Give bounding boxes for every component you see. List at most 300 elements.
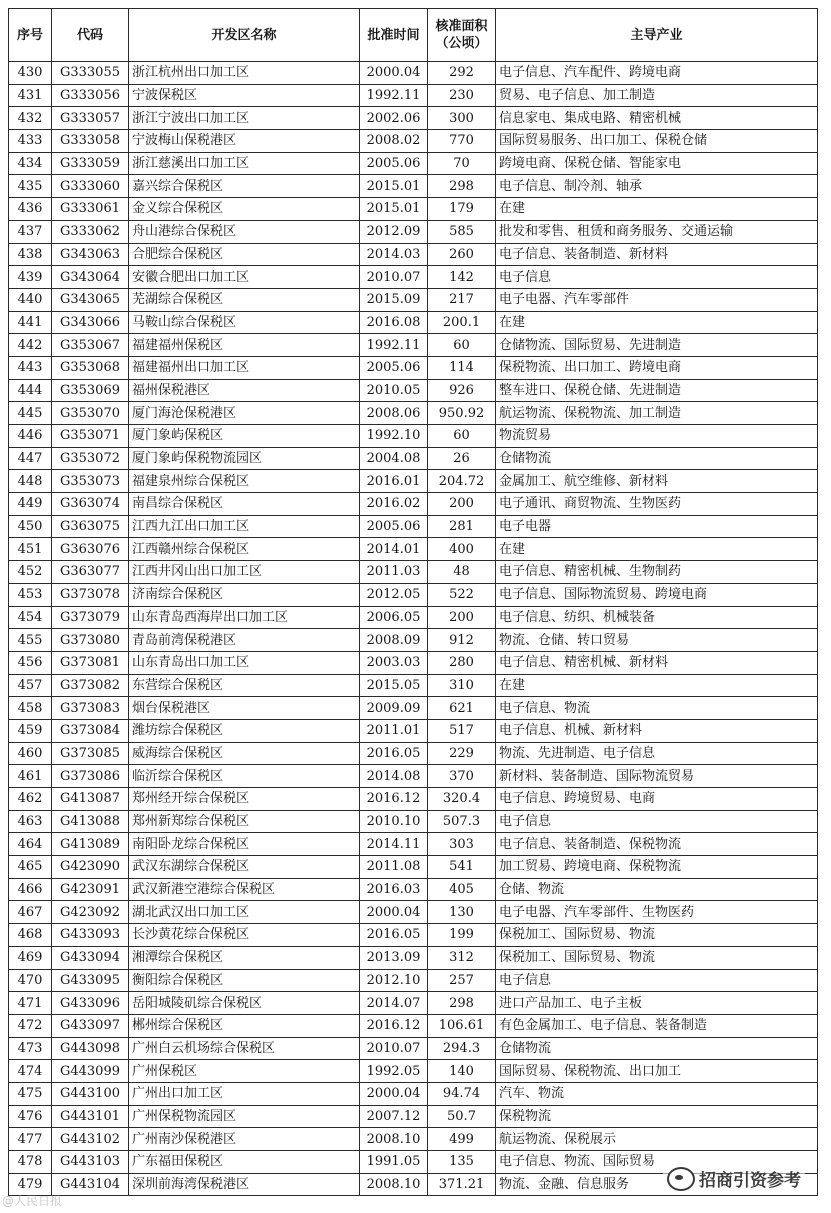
cell-area: 370 [428, 765, 496, 788]
cell-main-industry: 有色金属加工、电子信息、装备制造 [496, 1014, 818, 1037]
cell-seq: 465 [9, 856, 52, 879]
cell-zone-name: 广州南沙保税港区 [129, 1128, 360, 1151]
cell-main-industry: 电子信息、物流、国际贸易 [496, 1151, 818, 1174]
cell-seq: 462 [9, 788, 52, 811]
header-area-line1: 核准面积 [435, 19, 488, 34]
cell-area: 371.21 [428, 1173, 496, 1196]
table-row [9, 561, 818, 584]
cell-approval-date: 1992.11 [360, 84, 428, 107]
header-code: 代码 [52, 9, 129, 62]
cell-seq: 435 [9, 175, 52, 198]
cell-approval-date: 2005.06 [360, 152, 428, 175]
cell-main-industry: 贸易、电子信息、加工制造 [496, 84, 818, 107]
cell-code: G413087 [52, 788, 129, 811]
cell-main-industry: 在建 [496, 311, 818, 334]
cell-seq: 473 [9, 1037, 52, 1060]
cell-code: G343064 [52, 266, 129, 289]
cell-zone-name: 江西赣州综合保税区 [129, 538, 360, 561]
cell-main-industry: 仓储、物流 [496, 878, 818, 901]
cell-zone-name: 金义综合保税区 [129, 198, 360, 221]
table-row [9, 1037, 818, 1060]
cell-area: 135 [428, 1151, 496, 1174]
cell-seq: 464 [9, 833, 52, 856]
cell-code: G413089 [52, 833, 129, 856]
table-row [9, 1082, 818, 1105]
table-row [9, 266, 818, 289]
cell-code: G353068 [52, 356, 129, 379]
cell-zone-name: 福建福州出口加工区 [129, 356, 360, 379]
table-row [9, 62, 818, 85]
cell-zone-name: 山东青岛出口加工区 [129, 651, 360, 674]
cell-code: G333062 [52, 220, 129, 243]
cell-code: G443101 [52, 1105, 129, 1128]
cell-code: G373080 [52, 629, 129, 652]
cell-main-industry: 电子信息、装备制造、保税物流 [496, 833, 818, 856]
cell-approval-date: 2015.01 [360, 198, 428, 221]
cell-zone-name: 深圳前海湾保税港区 [129, 1173, 360, 1196]
cell-approval-date: 2002.06 [360, 107, 428, 130]
cell-code: G353069 [52, 379, 129, 402]
cell-main-industry: 在建 [496, 674, 818, 697]
cell-area: 48 [428, 561, 496, 584]
cell-code: G353072 [52, 447, 129, 470]
cell-code: G373078 [52, 583, 129, 606]
cell-code: G333061 [52, 198, 129, 221]
cell-code: G373079 [52, 606, 129, 629]
cell-area: 257 [428, 969, 496, 992]
cell-seq: 438 [9, 243, 52, 266]
cell-seq: 443 [9, 356, 52, 379]
cell-zone-name: 福建福州保税区 [129, 334, 360, 357]
cell-seq: 440 [9, 288, 52, 311]
table-row [9, 447, 818, 470]
cell-area: 300 [428, 107, 496, 130]
cell-main-industry: 电子信息、机械、新材料 [496, 719, 818, 742]
cell-code: G343065 [52, 288, 129, 311]
cell-main-industry: 保税加工、国际贸易、物流 [496, 924, 818, 947]
cell-code: G433096 [52, 992, 129, 1015]
cell-code: G443099 [52, 1060, 129, 1083]
cell-area: 229 [428, 742, 496, 765]
cell-area: 200.1 [428, 311, 496, 334]
cell-main-industry: 仓储物流 [496, 1037, 818, 1060]
cell-code: G423092 [52, 901, 129, 924]
cell-seq: 456 [9, 651, 52, 674]
cell-main-industry: 电子信息、装备制造、新材料 [496, 243, 818, 266]
cell-area: 204.72 [428, 470, 496, 493]
cell-approval-date: 2011.03 [360, 561, 428, 584]
table-row [9, 856, 818, 879]
cell-zone-name: 岳阳城陵矶综合保税区 [129, 992, 360, 1015]
cell-approval-date: 2012.10 [360, 969, 428, 992]
cell-main-industry: 在建 [496, 538, 818, 561]
cell-approval-date: 2008.09 [360, 629, 428, 652]
cell-approval-date: 2012.05 [360, 583, 428, 606]
cell-main-industry: 电子信息 [496, 969, 818, 992]
cell-seq: 475 [9, 1082, 52, 1105]
cell-main-industry: 跨境电商、保税仓储、智能家电 [496, 152, 818, 175]
cell-area: 179 [428, 198, 496, 221]
cell-seq: 458 [9, 697, 52, 720]
cell-zone-name: 长沙黄花综合保税区 [129, 924, 360, 947]
table-row [9, 1060, 818, 1083]
cell-approval-date: 2008.10 [360, 1173, 428, 1196]
cell-zone-name: 芜湖综合保税区 [129, 288, 360, 311]
cell-seq: 439 [9, 266, 52, 289]
cell-approval-date: 2008.02 [360, 130, 428, 153]
cell-zone-name: 武汉新港空港综合保税区 [129, 878, 360, 901]
header-seq: 序号 [9, 9, 52, 62]
cell-main-industry: 国际贸易、保税物流、出口加工 [496, 1060, 818, 1083]
table-row [9, 765, 818, 788]
cell-seq: 442 [9, 334, 52, 357]
cell-approval-date: 2000.04 [360, 1082, 428, 1105]
cell-area: 26 [428, 447, 496, 470]
cell-approval-date: 2007.12 [360, 1105, 428, 1128]
cell-area: 303 [428, 833, 496, 856]
cell-main-industry: 电子信息、制冷剂、轴承 [496, 175, 818, 198]
cell-area: 230 [428, 84, 496, 107]
cell-approval-date: 2016.03 [360, 878, 428, 901]
cell-code: G413088 [52, 810, 129, 833]
cell-zone-name: 武汉东湖综合保税区 [129, 856, 360, 879]
table-row [9, 470, 818, 493]
table-row [9, 1128, 818, 1151]
header-zone-name: 开发区名称 [129, 9, 360, 62]
cell-zone-name: 临沂综合保税区 [129, 765, 360, 788]
header-main-industry: 主导产业 [496, 9, 818, 62]
cell-seq: 430 [9, 62, 52, 85]
cell-zone-name: 湘潭综合保税区 [129, 946, 360, 969]
table-row [9, 901, 818, 924]
cell-area: 950.92 [428, 402, 496, 425]
table-row [9, 515, 818, 538]
cell-area: 200 [428, 606, 496, 629]
cell-area: 310 [428, 674, 496, 697]
cell-area: 114 [428, 356, 496, 379]
cell-approval-date: 2013.09 [360, 946, 428, 969]
cell-area: 585 [428, 220, 496, 243]
cell-main-industry: 国际贸易服务、出口加工、保税仓储 [496, 130, 818, 153]
table-row [9, 719, 818, 742]
cell-code: G443102 [52, 1128, 129, 1151]
cell-main-industry: 电子电器 [496, 515, 818, 538]
cell-area: 405 [428, 878, 496, 901]
cell-area: 142 [428, 266, 496, 289]
cell-approval-date: 2000.04 [360, 901, 428, 924]
cell-seq: 452 [9, 561, 52, 584]
cell-main-industry: 电子信息、物流 [496, 697, 818, 720]
cell-code: G333057 [52, 107, 129, 130]
cell-area: 541 [428, 856, 496, 879]
cell-seq: 433 [9, 130, 52, 153]
cell-approval-date: 2000.04 [360, 62, 428, 85]
cell-approval-date: 2016.12 [360, 1014, 428, 1037]
cell-seq: 478 [9, 1151, 52, 1174]
cell-code: G333058 [52, 130, 129, 153]
table-row [9, 606, 818, 629]
cell-approval-date: 2008.10 [360, 1128, 428, 1151]
cell-zone-name: 浙江慈溪出口加工区 [129, 152, 360, 175]
cell-code: G353070 [52, 402, 129, 425]
cell-code: G433094 [52, 946, 129, 969]
cell-area: 217 [428, 288, 496, 311]
table-row [9, 1014, 818, 1037]
cell-zone-name: 嘉兴综合保税区 [129, 175, 360, 198]
cell-main-industry: 电子信息、跨境贸易、电商 [496, 788, 818, 811]
cell-approval-date: 2010.10 [360, 810, 428, 833]
table-row [9, 742, 818, 765]
cell-seq: 448 [9, 470, 52, 493]
cell-code: G353071 [52, 425, 129, 448]
cell-code: G433095 [52, 969, 129, 992]
cell-area: 60 [428, 334, 496, 357]
cell-area: 507.3 [428, 810, 496, 833]
cell-code: G353067 [52, 334, 129, 357]
cell-main-industry: 航运物流、保税展示 [496, 1128, 818, 1151]
cell-main-industry: 整车进口、保税仓储、先进制造 [496, 379, 818, 402]
cell-approval-date: 2005.06 [360, 356, 428, 379]
cell-zone-name: 潍坊综合保税区 [129, 719, 360, 742]
cell-approval-date: 2006.05 [360, 606, 428, 629]
cell-seq: 463 [9, 810, 52, 833]
cell-seq: 466 [9, 878, 52, 901]
cell-approval-date: 1992.10 [360, 425, 428, 448]
cell-code: G343063 [52, 243, 129, 266]
cell-code: G373081 [52, 651, 129, 674]
cell-main-industry: 仓储物流 [496, 447, 818, 470]
cell-seq: 469 [9, 946, 52, 969]
cell-main-industry: 保税物流、出口加工、跨境电商 [496, 356, 818, 379]
cell-area: 320.4 [428, 788, 496, 811]
cell-area: 400 [428, 538, 496, 561]
cell-zone-name: 南阳卧龙综合保税区 [129, 833, 360, 856]
cell-code: G443098 [52, 1037, 129, 1060]
cell-area: 770 [428, 130, 496, 153]
table-row [9, 175, 818, 198]
cell-main-industry: 电子信息、精密机械、新材料 [496, 651, 818, 674]
cell-code: G373086 [52, 765, 129, 788]
cell-zone-name: 厦门象屿保税物流园区 [129, 447, 360, 470]
cell-main-industry: 金属加工、航空维修、新材料 [496, 470, 818, 493]
cell-zone-name: 舟山港综合保税区 [129, 220, 360, 243]
cell-code: G353073 [52, 470, 129, 493]
cell-zone-name: 青岛前湾保税港区 [129, 629, 360, 652]
cell-main-industry: 进口产品加工、电子主板 [496, 992, 818, 1015]
cell-main-industry: 电子信息、纺织、机械装备 [496, 606, 818, 629]
cell-area: 298 [428, 992, 496, 1015]
cell-area: 260 [428, 243, 496, 266]
cell-zone-name: 郑州经开综合保税区 [129, 788, 360, 811]
cell-approval-date: 2011.08 [360, 856, 428, 879]
cell-seq: 432 [9, 107, 52, 130]
cell-area: 281 [428, 515, 496, 538]
cell-zone-name: 广州白云机场综合保税区 [129, 1037, 360, 1060]
cell-code: G443103 [52, 1151, 129, 1174]
cell-area: 499 [428, 1128, 496, 1151]
cell-approval-date: 2014.01 [360, 538, 428, 561]
table-row [9, 402, 818, 425]
cell-code: G343066 [52, 311, 129, 334]
cell-code: G333059 [52, 152, 129, 175]
header-area-line2: （公顷） [435, 36, 488, 51]
cell-approval-date: 2014.03 [360, 243, 428, 266]
cell-area: 106.61 [428, 1014, 496, 1037]
people-daily-watermark: @人民日报 [2, 1194, 63, 1208]
cell-seq: 472 [9, 1014, 52, 1037]
cell-code: G363077 [52, 561, 129, 584]
cell-zone-name: 湖北武汉出口加工区 [129, 901, 360, 924]
cell-seq: 479 [9, 1173, 52, 1196]
cell-zone-name: 福建泉州综合保税区 [129, 470, 360, 493]
cell-seq: 467 [9, 901, 52, 924]
cell-code: G373083 [52, 697, 129, 720]
cell-approval-date: 1992.11 [360, 334, 428, 357]
header-area [428, 9, 496, 62]
cell-area: 200 [428, 493, 496, 516]
cell-area: 517 [428, 719, 496, 742]
cell-code: G423090 [52, 856, 129, 879]
cell-code: G373082 [52, 674, 129, 697]
cell-zone-name: 南昌综合保税区 [129, 493, 360, 516]
cell-main-industry: 电子信息 [496, 810, 818, 833]
table-row [9, 356, 818, 379]
cell-code: G333055 [52, 62, 129, 85]
cell-approval-date: 2014.11 [360, 833, 428, 856]
table-row [9, 1105, 818, 1128]
cell-area: 912 [428, 629, 496, 652]
cell-area: 292 [428, 62, 496, 85]
cell-zone-name: 宁波梅山保税港区 [129, 130, 360, 153]
cell-seq: 457 [9, 674, 52, 697]
cell-approval-date: 2004.08 [360, 447, 428, 470]
cell-approval-date: 2014.08 [360, 765, 428, 788]
cell-seq: 436 [9, 198, 52, 221]
table-row [9, 107, 818, 130]
watermark-text: 招商引资参考 [699, 1171, 801, 1191]
table-row [9, 674, 818, 697]
table-row [9, 130, 818, 153]
cell-area: 94.74 [428, 1082, 496, 1105]
cell-zone-name: 厦门象屿保税区 [129, 425, 360, 448]
table-row [9, 425, 818, 448]
cell-seq: 437 [9, 220, 52, 243]
cell-approval-date: 2005.06 [360, 515, 428, 538]
cell-seq: 441 [9, 311, 52, 334]
cell-area: 522 [428, 583, 496, 606]
header-row [9, 9, 818, 62]
cell-approval-date: 2016.12 [360, 788, 428, 811]
cell-area: 312 [428, 946, 496, 969]
table-row [9, 220, 818, 243]
cell-zone-name: 济南综合保税区 [129, 583, 360, 606]
cell-seq: 455 [9, 629, 52, 652]
cell-area: 60 [428, 425, 496, 448]
cell-area: 294.3 [428, 1037, 496, 1060]
cell-seq: 446 [9, 425, 52, 448]
cell-approval-date: 2010.05 [360, 379, 428, 402]
cell-zone-name: 威海综合保税区 [129, 742, 360, 765]
cell-seq: 431 [9, 84, 52, 107]
table-row [9, 833, 818, 856]
table-row [9, 379, 818, 402]
cell-zone-name: 郴州综合保税区 [129, 1014, 360, 1037]
cell-zone-name: 广东福田保税区 [129, 1151, 360, 1174]
table-row [9, 198, 818, 221]
cell-seq: 451 [9, 538, 52, 561]
cell-approval-date: 2015.05 [360, 674, 428, 697]
cell-area: 199 [428, 924, 496, 947]
cell-zone-name: 郑州新郑综合保税区 [129, 810, 360, 833]
table-row [9, 651, 818, 674]
cell-main-industry: 物流贸易 [496, 425, 818, 448]
cell-zone-name: 广州出口加工区 [129, 1082, 360, 1105]
cell-approval-date: 2011.01 [360, 719, 428, 742]
table-row [9, 946, 818, 969]
cell-main-industry: 保税加工、国际贸易、物流 [496, 946, 818, 969]
development-zone-table [8, 8, 818, 1196]
table-row [9, 992, 818, 1015]
investment-reference-watermark [663, 1166, 805, 1191]
cell-code: G443104 [52, 1173, 129, 1196]
cell-approval-date: 2015.09 [360, 288, 428, 311]
cell-seq: 445 [9, 402, 52, 425]
cell-seq: 450 [9, 515, 52, 538]
cell-zone-name: 山东青岛西海岸出口加工区 [129, 606, 360, 629]
cell-code: G373084 [52, 719, 129, 742]
cell-seq: 449 [9, 493, 52, 516]
cell-approval-date: 2008.06 [360, 402, 428, 425]
cell-zone-name: 烟台保税港区 [129, 697, 360, 720]
cell-seq: 461 [9, 765, 52, 788]
cell-main-industry: 电子信息 [496, 266, 818, 289]
cell-seq: 468 [9, 924, 52, 947]
cell-main-industry: 汽车、物流 [496, 1082, 818, 1105]
cell-main-industry: 航运物流、保税物流、加工制造 [496, 402, 818, 425]
cell-code: G423091 [52, 878, 129, 901]
cell-main-industry: 物流、金融、信息服务 [496, 1173, 818, 1196]
cell-approval-date: 2010.07 [360, 1037, 428, 1060]
cell-approval-date: 2014.07 [360, 992, 428, 1015]
cell-main-industry: 电子信息、汽车配件、跨境电商 [496, 62, 818, 85]
cell-area: 140 [428, 1060, 496, 1083]
table-row [9, 493, 818, 516]
cell-zone-name: 合肥综合保税区 [129, 243, 360, 266]
cell-approval-date: 2009.09 [360, 697, 428, 720]
cell-code: G333060 [52, 175, 129, 198]
cell-approval-date: 2010.07 [360, 266, 428, 289]
cell-zone-name: 江西井冈山出口加工区 [129, 561, 360, 584]
cell-approval-date: 2016.05 [360, 924, 428, 947]
cell-zone-name: 广州保税区 [129, 1060, 360, 1083]
table-row [9, 152, 818, 175]
cell-approval-date: 1992.05 [360, 1060, 428, 1083]
cell-seq: 459 [9, 719, 52, 742]
cell-area: 298 [428, 175, 496, 198]
cell-main-industry: 电子信息、精密机械、生物制药 [496, 561, 818, 584]
cell-code: G363076 [52, 538, 129, 561]
table-row [9, 288, 818, 311]
cell-seq: 434 [9, 152, 52, 175]
cell-seq: 460 [9, 742, 52, 765]
cell-area: 70 [428, 152, 496, 175]
cell-main-industry: 物流、先进制造、电子信息 [496, 742, 818, 765]
table-row [9, 810, 818, 833]
cell-code: G433093 [52, 924, 129, 947]
cell-code: G373085 [52, 742, 129, 765]
cell-main-industry: 信息家电、集成电路、精密机械 [496, 107, 818, 130]
cell-main-industry: 在建 [496, 198, 818, 221]
